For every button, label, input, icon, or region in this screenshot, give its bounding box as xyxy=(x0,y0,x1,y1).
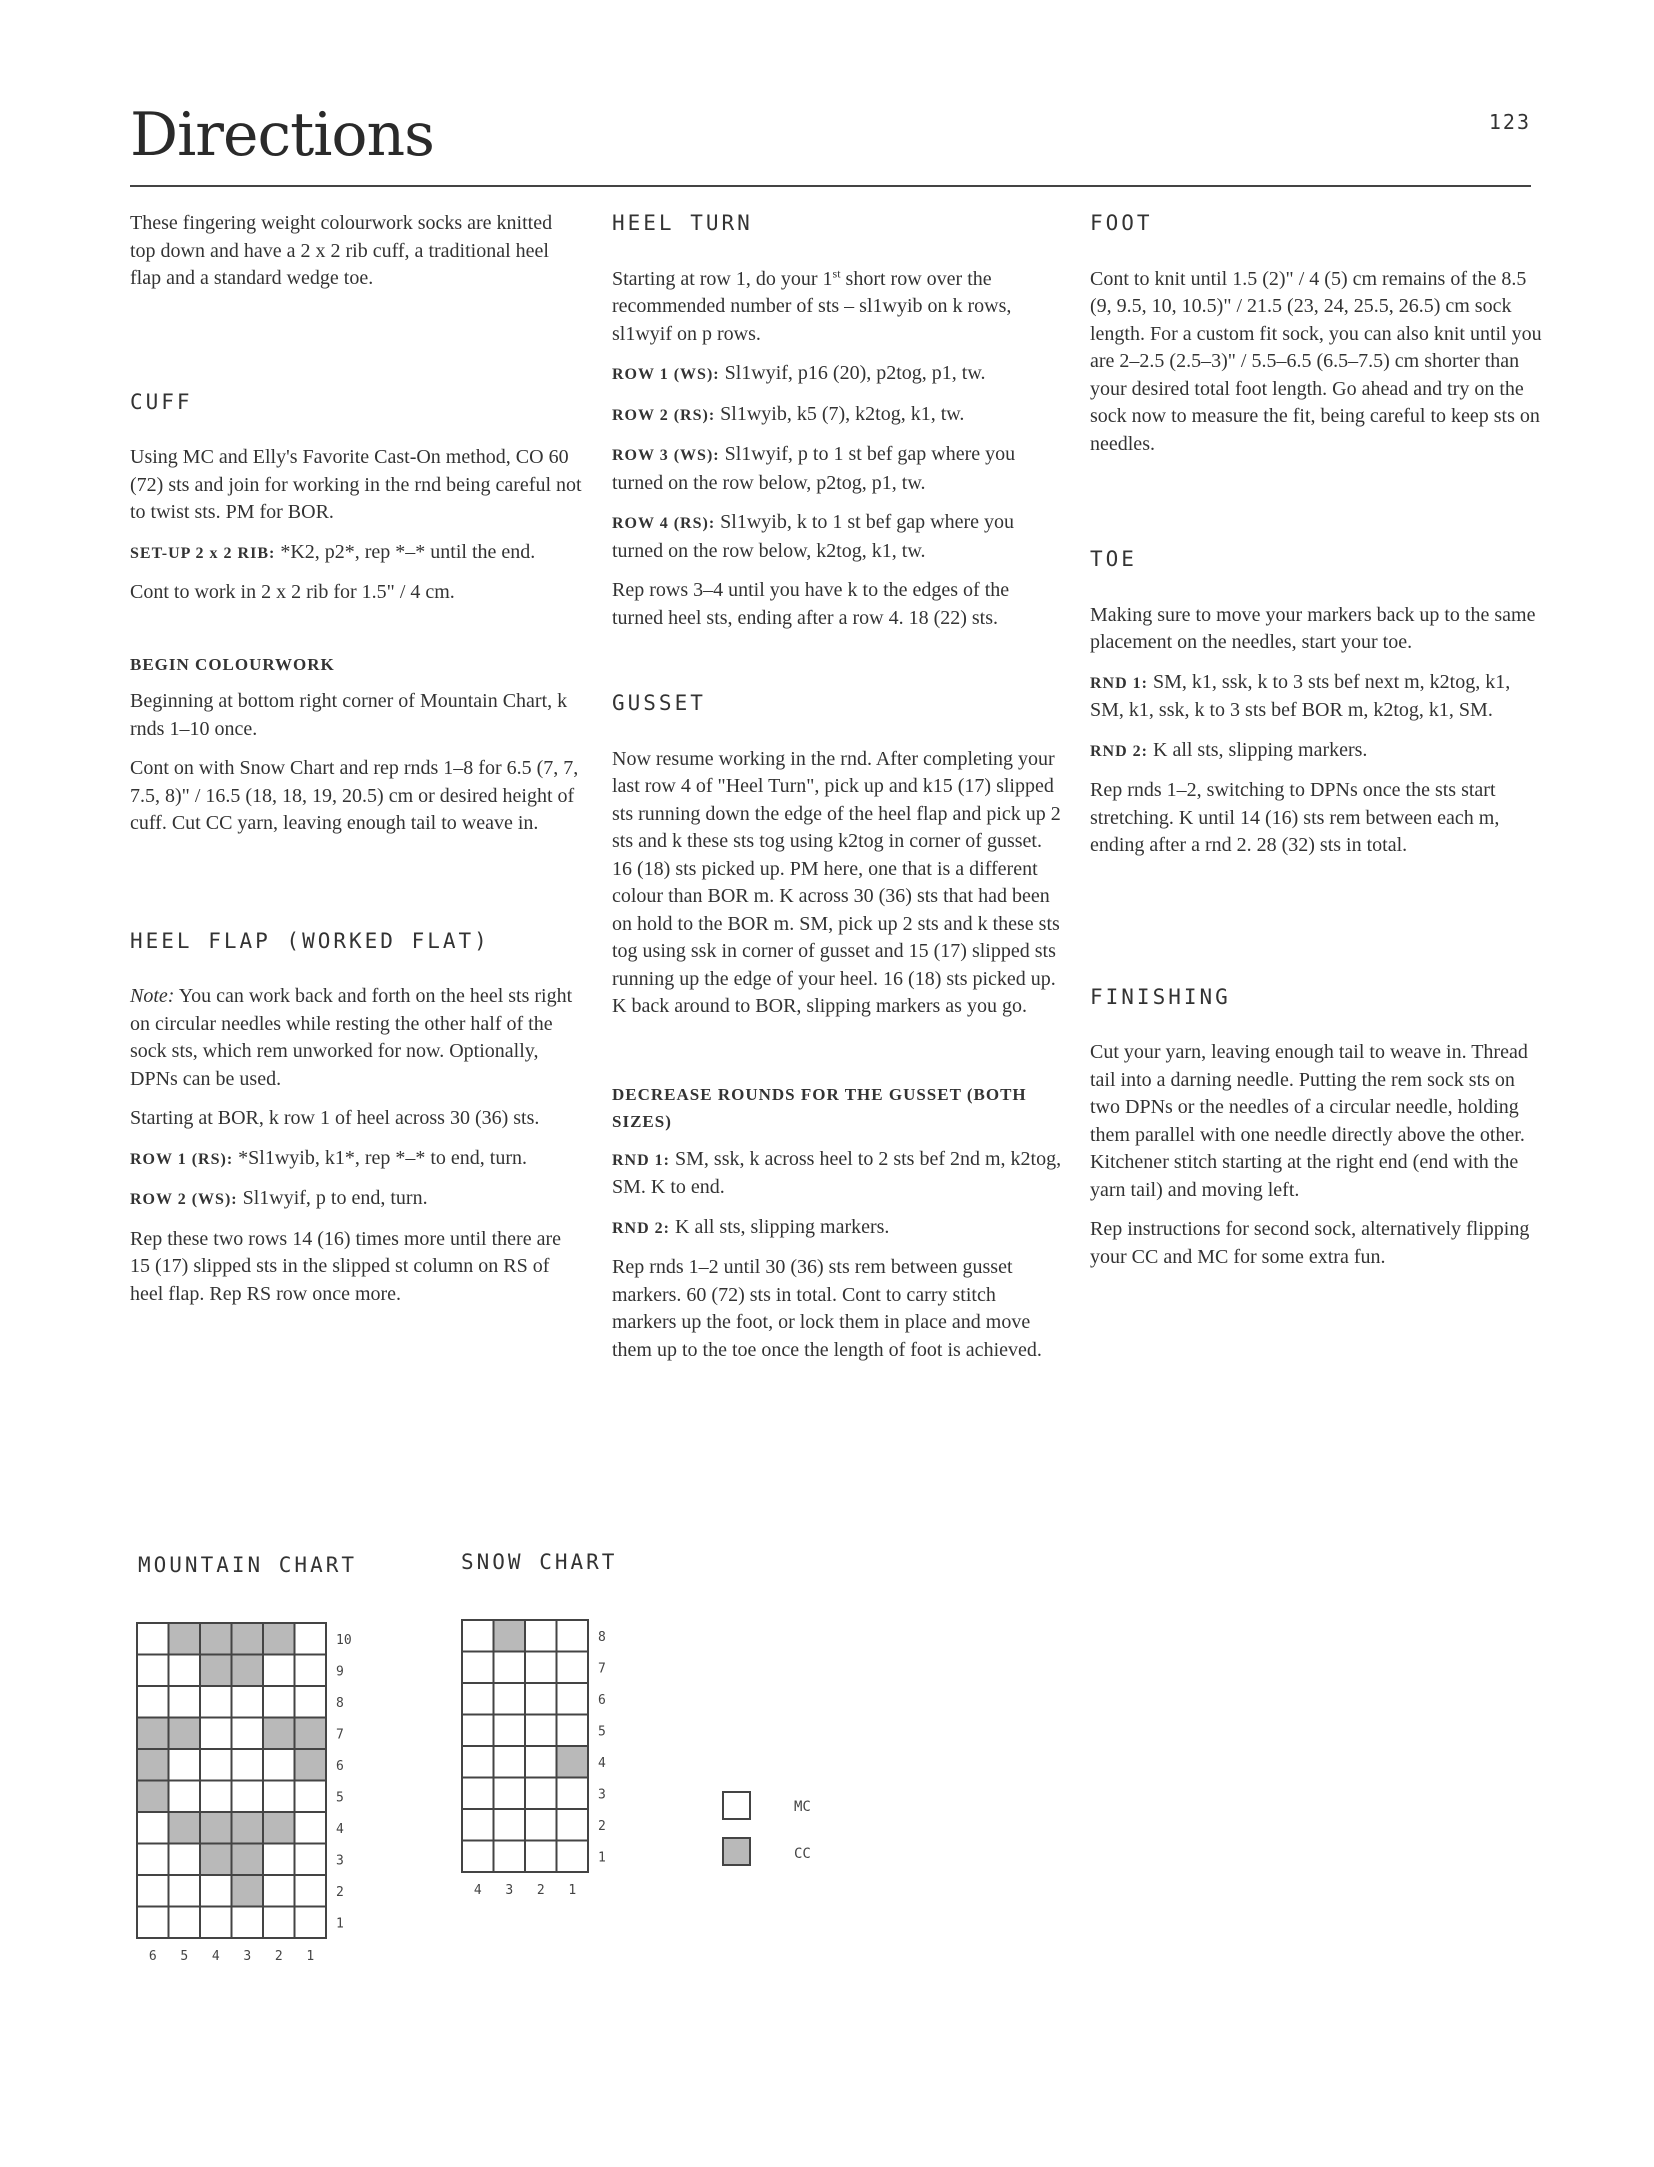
snow-chart-cell-mc xyxy=(557,1620,589,1652)
note-label: Note: xyxy=(130,985,175,1007)
mountain-chart-row-label: 7 xyxy=(336,1727,344,1743)
mountain-chart-column-label: 3 xyxy=(243,1949,252,1964)
mountain-chart-cell-mc xyxy=(295,1655,327,1687)
mountain-chart-row-label: 10 xyxy=(336,1632,352,1648)
mountain-chart-cell-mc xyxy=(263,1749,295,1781)
snow-chart-cell-mc xyxy=(525,1841,557,1873)
snow-chart-cell-mc xyxy=(462,1809,494,1841)
mountain-chart-cell-mc xyxy=(263,1844,295,1876)
snow-chart-row-label: 7 xyxy=(598,1661,606,1677)
setup-text: *K2, p2*, rep *–* until the end. xyxy=(275,540,536,563)
mountain-chart-column-label: 5 xyxy=(180,1949,189,1964)
mountain-chart-cell-mc xyxy=(232,1686,264,1718)
heel-flap-row-1 xyxy=(130,1145,582,1174)
heel-turn-intro xyxy=(612,266,1064,349)
mountain-chart-cell-mc xyxy=(263,1781,295,1813)
snow-chart-cell-mc xyxy=(525,1652,557,1684)
snow-chart-cell-mc xyxy=(525,1746,557,1778)
mountain-chart-cell-mc xyxy=(295,1875,327,1907)
mountain-chart-cell-cc xyxy=(137,1781,169,1813)
mountain-chart-cell-mc xyxy=(169,1875,201,1907)
mountain-chart-cell-mc xyxy=(200,1781,232,1813)
mountain-chart-cell-mc xyxy=(169,1655,201,1687)
snow-chart-row-label: 5 xyxy=(598,1724,606,1740)
foot-paragraph: Cont to knit until 1.5 (2)" / 4 (5) cm remains of the 8.5 (9, 9.5, 10, 10.5)" / 21.5 (23, 24, 25.5, 26.5) cm sock length. For a custom fit sock, you can also knit until you are 2–2.5 (2.5–3)" / 5.5–6.5 (6.5–7.5) cm shorter than your desired total foot length. Go ahead and try on the sock now to measure the fit, being careful to keep sts on needles. xyxy=(1090,267,1542,455)
intro-text-b: short row over the recommended number of sts – sl1wyib on k rows, sl1wyif on p rows. xyxy=(612,267,1012,345)
snow-chart-cell-mc xyxy=(462,1683,494,1715)
row-label: ROW 2 (RS): xyxy=(612,406,716,424)
finishing-heading: FINISHING xyxy=(1090,984,1231,1009)
rnd-label: RND 1: xyxy=(1090,674,1148,692)
rnd-text: K all sts, slipping markers. xyxy=(1148,738,1368,761)
snow-chart-cell-mc xyxy=(557,1683,589,1715)
mountain-chart-cell-cc xyxy=(232,1875,264,1907)
row-label: ROW 4 (RS): xyxy=(612,515,716,532)
row-text: Sl1wyif, p to end, turn. xyxy=(237,1187,428,1209)
column-middle xyxy=(612,210,1064,1376)
rnd-label: RND 2: xyxy=(1090,742,1148,760)
rnd-label: RND 1: xyxy=(612,1151,670,1169)
heel-turn-row-2 xyxy=(612,401,1064,430)
mountain-chart-cell-mc xyxy=(232,1718,264,1750)
mountain-chart-cell-cc xyxy=(263,1718,295,1750)
heel-flap-paragraph-1: Starting at BOR, k row 1 of heel across 30 (36) sts. xyxy=(130,1107,540,1129)
heel-flap-paragraph-2: Rep these two rows 14 (16) times more until there are 15 (17) slipped sts in the slipped st column on RS of heel flap. Rep RS row once more. xyxy=(130,1227,561,1305)
row-text: Sl1wyib, k to 1 st bef gap where you turned on the row below, k2tog, k1, tw. xyxy=(612,511,1015,562)
heel-turn-row-3 xyxy=(612,441,1064,497)
mountain-chart-cell-mc xyxy=(169,1781,201,1813)
mountain-chart-cell-mc xyxy=(200,1718,232,1750)
snow-chart-cell-mc xyxy=(462,1715,494,1747)
intro-superscript: st xyxy=(832,265,841,280)
row-text: Sl1wyib, k5 (7), k2tog, k1, tw. xyxy=(715,402,965,425)
mountain-chart-cell-cc xyxy=(232,1655,264,1687)
decrease-rnd-1 xyxy=(612,1146,1064,1202)
cuff-rib-paragraph: Cont to work in 2 x 2 rib for 1.5" / 4 cm. xyxy=(130,581,455,603)
intro-paragraph: These fingering weight colourwork socks are knitted top down and have a 2 x 2 rib cuff, a traditional heel flap and a standard wedge toe. xyxy=(130,212,553,289)
mountain-chart-cell-mc xyxy=(295,1907,327,1939)
toe-rnd-1 xyxy=(1090,669,1542,725)
snow-chart-row-label: 4 xyxy=(598,1755,606,1771)
mountain-chart-cell-mc xyxy=(137,1844,169,1876)
finishing-paragraph-1: Cut your yarn, leaving enough tail to weave in. Thread tail into a darning needle. Putting the rem sock sts on two DPNs or the needles of a circular needle, holding them parallel with one needle directly above the other. Kitchener stitch starting at the right end (end with the yarn tail) and moving left. xyxy=(1090,1041,1528,1201)
mountain-chart-cell-mc xyxy=(295,1812,327,1844)
column-left xyxy=(130,210,582,1320)
cc-key-label: CC xyxy=(794,1846,811,1862)
gusset-paragraph: Now resume working in the rnd. After completing your last row 4 of "Heel Turn", pick up and k15 (17) slipped sts running down the edge of the heel flap and pick up 2 sts and k these sts tog using k2tog in corner of gusset. 16 (18) sts picked up. PM here, one that is a different colour than BOR m. K across 30 (36) sts that had been on hold to the BOR m. SM, pick up 2 sts and k these sts tog using ssk in corner of gusset and 15 (17) slipped sts running up the edge of your heel. 16 (18) sts picked up. K back around to BOR, slipping markers as you go. xyxy=(612,747,1061,1017)
cc-key-swatch xyxy=(722,1837,751,1866)
snow-chart-row-label: 8 xyxy=(598,1629,606,1645)
heel-flap-heading: HEEL FLAP (WORKED FLAT) xyxy=(130,928,490,953)
mountain-chart-row-label: 2 xyxy=(336,1884,344,1900)
mountain-chart-cell-cc xyxy=(295,1718,327,1750)
snow-chart-title: SNOW CHART xyxy=(461,1550,618,1574)
snow-chart xyxy=(450,1612,650,1912)
mountain-chart-cell-cc xyxy=(169,1623,201,1655)
row-text: *Sl1wyib, k1*, rep *–* to end, turn. xyxy=(233,1146,528,1169)
mountain-chart-cell-mc xyxy=(200,1749,232,1781)
snow-chart-cell-mc xyxy=(494,1809,526,1841)
cuff-heading: CUFF xyxy=(130,389,193,414)
mountain-chart-cell-mc xyxy=(200,1686,232,1718)
heel-turn-row-4 xyxy=(612,509,1064,565)
mountain-chart-cell-cc xyxy=(169,1812,201,1844)
snow-chart-row-label: 6 xyxy=(598,1692,606,1708)
mountain-chart-cell-mc xyxy=(295,1844,327,1876)
mountain-chart-cell-cc xyxy=(137,1749,169,1781)
mountain-chart-cell-mc xyxy=(232,1749,264,1781)
snow-chart-cell-mc xyxy=(462,1841,494,1873)
snow-chart-column-label: 1 xyxy=(568,1883,577,1898)
mountain-chart-cell-mc xyxy=(169,1686,201,1718)
row-label: ROW 1 (WS): xyxy=(612,366,720,383)
mountain-chart-cell-mc xyxy=(137,1655,169,1687)
snow-chart-column-label: 4 xyxy=(473,1883,482,1898)
snow-chart-cell-mc xyxy=(525,1809,557,1841)
mountain-chart xyxy=(125,1615,365,2005)
mountain-chart-cell-mc xyxy=(263,1875,295,1907)
mountain-chart-cell-cc xyxy=(200,1812,232,1844)
gusset-heading: GUSSET xyxy=(612,691,706,715)
mountain-chart-title: MOUNTAIN CHART xyxy=(138,1553,358,1577)
rnd-text: SM, k1, ssk, k to 3 sts bef next m, k2tog, k1, SM, k1, ssk, k to 3 sts bef BOR m, k2tog, k1, SM. xyxy=(1090,670,1511,721)
row-label: ROW 3 (WS): xyxy=(612,447,720,464)
mountain-chart-cell-mc xyxy=(200,1875,232,1907)
mountain-chart-column-label: 4 xyxy=(211,1949,220,1964)
mountain-chart-column-label: 1 xyxy=(306,1949,315,1964)
mountain-chart-cell-cc xyxy=(200,1844,232,1876)
mountain-chart-cell-mc xyxy=(295,1781,327,1813)
mountain-chart-row-label: 9 xyxy=(336,1664,344,1680)
column-right xyxy=(1090,210,1542,1283)
snow-chart-column-label: 3 xyxy=(505,1883,514,1898)
finishing-paragraph-2: Rep instructions for second sock, alternatively flipping your CC and MC for some extra fun. xyxy=(1090,1218,1530,1268)
mc-key-label: MC xyxy=(794,1799,811,1815)
colourwork-paragraph-2: Cont on with Snow Chart and rep rnds 1–8 for 6.5 (7, 7, 7.5, 8)" / 16.5 (18, 18, 19, 20.5) cm or desired height of cuff. Cut CC yarn, leaving enough tail to weave in. xyxy=(130,757,579,834)
snow-chart-cell-mc xyxy=(557,1809,589,1841)
snow-chart-cell-cc xyxy=(557,1746,589,1778)
mountain-chart-cell-mc xyxy=(263,1655,295,1687)
page-title: Directions xyxy=(130,100,434,170)
mountain-chart-cell-cc xyxy=(200,1623,232,1655)
mountain-chart-cell-mc xyxy=(169,1907,201,1939)
mountain-chart-row-label: 3 xyxy=(336,1853,344,1869)
snow-chart-cell-mc xyxy=(462,1620,494,1652)
snow-chart-cell-mc xyxy=(525,1683,557,1715)
snow-chart-cell-mc xyxy=(494,1778,526,1810)
snow-chart-cell-mc xyxy=(494,1746,526,1778)
snow-chart-cell-mc xyxy=(462,1652,494,1684)
snow-chart-cell-mc xyxy=(494,1841,526,1873)
foot-heading: FOOT xyxy=(1090,211,1153,235)
mountain-chart-cell-cc xyxy=(137,1718,169,1750)
mountain-chart-cell-mc xyxy=(169,1749,201,1781)
snow-chart-row-label: 2 xyxy=(598,1818,606,1834)
snow-chart-cell-mc xyxy=(525,1778,557,1810)
snow-chart-cell-mc xyxy=(494,1715,526,1747)
mountain-chart-row-label: 5 xyxy=(336,1790,344,1806)
mc-key-swatch xyxy=(722,1791,751,1820)
mountain-chart-row-label: 6 xyxy=(336,1758,344,1774)
mountain-chart-cell-cc xyxy=(169,1718,201,1750)
row-label: ROW 2 (WS): xyxy=(130,1191,238,1208)
snow-chart-cell-mc xyxy=(525,1620,557,1652)
snow-chart-cell-mc xyxy=(525,1715,557,1747)
mountain-chart-cell-cc xyxy=(263,1623,295,1655)
snow-chart-cell-mc xyxy=(494,1683,526,1715)
mountain-chart-cell-mc xyxy=(232,1781,264,1813)
snow-chart-cell-mc xyxy=(462,1778,494,1810)
toe-paragraph: Making sure to move your markers back up to the same placement on the needles, start your toe. xyxy=(1090,603,1536,653)
mountain-chart-cell-mc xyxy=(295,1623,327,1655)
mountain-chart-cell-mc xyxy=(169,1844,201,1876)
mountain-chart-cell-mc xyxy=(263,1686,295,1718)
intro-text-a: Starting at row 1, do your 1 xyxy=(612,267,833,290)
mountain-chart-cell-mc xyxy=(137,1812,169,1844)
mountain-chart-cell-mc xyxy=(137,1875,169,1907)
cuff-paragraph: Using MC and Elly's Favorite Cast-On method, CO 60 (72) sts and join for working in the rnd being careful not to twist sts. PM for BOR. xyxy=(130,446,582,523)
setup-label: SET-UP 2 x 2 RIB: xyxy=(130,544,276,562)
snow-chart-cell-mc xyxy=(557,1841,589,1873)
mountain-chart-cell-mc xyxy=(137,1907,169,1939)
toe-heading: TOE xyxy=(1090,547,1137,571)
snow-chart-cell-mc xyxy=(557,1652,589,1684)
decrease-heading: DECREASE ROUNDS FOR THE GUSSET (BOTH SIZES) xyxy=(612,1084,1027,1131)
heel-flap-row-2 xyxy=(130,1185,582,1214)
mountain-chart-cell-mc xyxy=(200,1907,232,1939)
heel-turn-heading: HEEL TURN xyxy=(612,211,753,235)
mountain-chart-column-label: 2 xyxy=(274,1949,283,1964)
mountain-chart-cell-mc xyxy=(137,1623,169,1655)
mountain-chart-cell-cc xyxy=(232,1844,264,1876)
title-divider xyxy=(130,185,1531,187)
mountain-chart-cell-mc xyxy=(137,1686,169,1718)
snow-chart-cell-mc xyxy=(494,1652,526,1684)
page-number: 123 xyxy=(1488,110,1531,134)
snow-chart-cell-mc xyxy=(557,1715,589,1747)
snow-chart-cell-cc xyxy=(494,1620,526,1652)
toe-rnd-2 xyxy=(1090,737,1542,766)
mountain-chart-cell-mc xyxy=(295,1686,327,1718)
toe-paragraph-end: Rep rnds 1–2, switching to DPNs once the sts start stretching. K until 14 (16) sts rem between each m, ending after a rnd 2. 28 (32) sts in total. xyxy=(1090,779,1500,856)
snow-chart-row-label: 3 xyxy=(598,1787,606,1803)
mountain-chart-cell-mc xyxy=(263,1907,295,1939)
colourwork-heading: BEGIN COLOURWORK xyxy=(130,654,335,674)
mountain-chart-row-label: 4 xyxy=(336,1821,344,1837)
mountain-chart-row-label: 1 xyxy=(336,1916,344,1932)
rnd-text: SM, ssk, k across heel to 2 sts bef 2nd m, k2tog, SM. K to end. xyxy=(612,1147,1062,1198)
rnd-text: K all sts, slipping markers. xyxy=(670,1215,890,1238)
snow-chart-cell-mc xyxy=(557,1778,589,1810)
snow-chart-cell-mc xyxy=(462,1746,494,1778)
decrease-rnd-2 xyxy=(612,1214,1064,1243)
mountain-chart-cell-cc xyxy=(200,1655,232,1687)
mountain-chart-cell-mc xyxy=(232,1907,264,1939)
mountain-chart-cell-cc xyxy=(263,1812,295,1844)
mountain-chart-cell-cc xyxy=(232,1812,264,1844)
mountain-chart-row-label: 8 xyxy=(336,1695,344,1711)
mountain-chart-cell-cc xyxy=(232,1623,264,1655)
heel-turn-paragraph-end: Rep rows 3–4 until you have k to the edges of the turned heel sts, ending after a row 4. 18 (22) sts. xyxy=(612,579,1010,629)
rnd-label: RND 2: xyxy=(612,1219,670,1237)
mountain-chart-column-label: 6 xyxy=(148,1949,157,1964)
heel-flap-note xyxy=(130,983,582,1093)
row-text: Sl1wyif, p16 (20), p2tog, p1, tw. xyxy=(719,362,986,384)
row-label: ROW 1 (RS): xyxy=(130,1150,234,1168)
row-text: Sl1wyif, p to 1 st bef gap where you turned on the row below, p2tog, p1, tw. xyxy=(612,443,1016,494)
decrease-paragraph-end: Rep rnds 1–2 until 30 (36) sts rem between gusset markers. 60 (72) sts in total. Cont to carry stitch markers up the foot, or lock them in place and move them up to the toe once the length of foot is achieved. xyxy=(612,1256,1042,1361)
mountain-chart-cell-cc xyxy=(295,1749,327,1781)
cuff-setup xyxy=(130,539,582,568)
note-text: You can work back and forth on the heel sts right on circular needles while resting the other half of the sock sts, which rem unworked for now. Optionally, DPNs can be used. xyxy=(130,985,573,1090)
heel-turn-row-1 xyxy=(612,360,1064,389)
snow-chart-row-label: 1 xyxy=(598,1850,606,1866)
snow-chart-column-label: 2 xyxy=(536,1883,545,1898)
colourwork-paragraph-1: Beginning at bottom right corner of Mountain Chart, k rnds 1–10 once. xyxy=(130,690,568,740)
